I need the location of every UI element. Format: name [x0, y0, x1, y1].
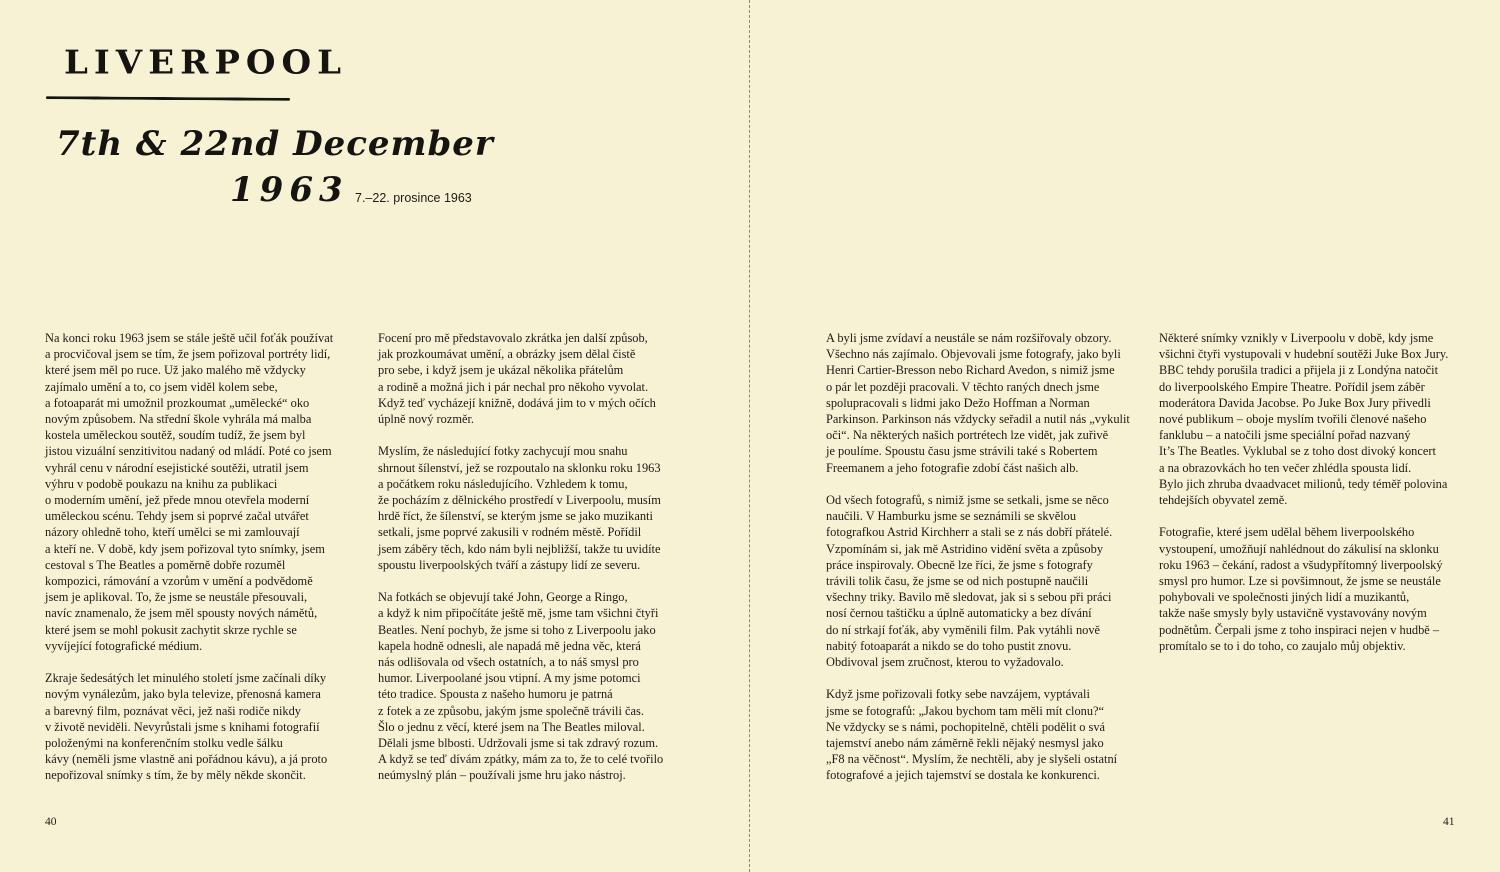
handwritten-year: 1963 [230, 170, 349, 210]
text-line: fotografkou Astrid Kirchherr a stali se z nás dobří přátelé. [826, 525, 1113, 540]
text-line: takže naše smysly byly ustavičně vystavovány novým [1159, 606, 1427, 621]
text-line: BBC tehdy porušila tradici a přijela ji z Londýna natočit [1159, 363, 1439, 378]
text-line: kapela hodně odnesli, ale napadá mě jedna věc, která [378, 638, 641, 653]
text-line: z fotek a ze způsobu, jakým jsme společně trávili čas. [378, 703, 644, 718]
text-line: novým způsobem. Na střední škole vyhrála má malba [45, 412, 312, 427]
text-line: je poulíme. Spoustu času jsme strávili také s Robertem [826, 444, 1098, 459]
text-line: Od všech fotografů, s nimiž jsme se setkali, jsme se něco [826, 493, 1109, 508]
text-line: zajímalo umění a to, co jsem viděl kolem sebe, [45, 379, 278, 394]
page-number-right: 41 [1443, 816, 1455, 828]
text-line: všechny triky. Bavilo mě sledovat, jak si s sebou při práci [826, 590, 1112, 605]
text-line: které jsem se mohl pokusit zachytit skrze rychle se [45, 622, 297, 637]
paragraph-gap [45, 654, 337, 670]
handwritten-date: 7th & 22nd December [56, 124, 494, 164]
paragraph-gap [378, 573, 670, 589]
text-line: a procvičoval jsem se tím, že jsem pořizoval portréty lidí, [45, 347, 331, 362]
text-line: kostela uměleckou soutěž, soudím tudíž, že jsem byl [45, 428, 306, 443]
text-line: jistou vizuální senzitivitou nadaný od mládí. Poté co jsem [45, 444, 332, 459]
text-line: novým vynálezům, jako byla televize, přenosná kamera [45, 687, 321, 702]
text-line: nepořizoval snímky s tím, že by měly někde skončit. [45, 768, 306, 783]
text-line: nabitý fotoaparát a nikdo se do toho pustit znovu. [826, 638, 1072, 653]
text-column-2 [378, 330, 670, 784]
text-line: které jsem měl po ruce. Už jako malého mě vždycky [45, 363, 306, 378]
text-line: Parkinson. Parkinson nás vždycky seřadil a nutil nás „vykulit [826, 412, 1130, 427]
text-line: kompozici, rámování a vzorům v umění a podvědomě [45, 574, 313, 589]
text-line: cestoval s The Beatles a poměrně dobře rozuměl [45, 557, 286, 572]
text-line: Obdivoval jsem zručnost, kterou to vyžadovalo. [826, 655, 1064, 670]
text-line: jsem je aplikoval. To, že jsme se neustále přesouvali, [45, 590, 308, 605]
text-line: Henri Cartier-Bresson nebo Richard Avedon, s nimiž jsme [826, 363, 1115, 378]
paragraph-gap [378, 427, 670, 443]
text-line: podnětům. Čerpali jsme z toho inspiraci nejen v hudbě – [1159, 622, 1440, 637]
text-line: o pár let později pracovali. V těchto raných dnech jsme [826, 379, 1100, 394]
paragraph-gap [826, 670, 1118, 686]
text-column-4 [1159, 330, 1451, 654]
text-line: Focení pro mě představovalo zkrátka jen další způsob, [378, 331, 648, 345]
text-line: Myslím, že následující fotky zachycují mou snahu [378, 444, 628, 459]
text-line: jsme se fotografů: „Jakou bychom tam měli mít clonu?“ [826, 703, 1105, 718]
text-line: názory ohledně toho, kteří umělci se mi zamlouvají [45, 525, 300, 540]
handwritten-underline [46, 96, 290, 101]
text-column-3 [826, 330, 1130, 784]
text-line: do ní strkají foťák, aby vyměnili film. Pak vytáhli nově [826, 622, 1101, 637]
text-line: Na konci roku 1963 jsem se stále ještě učil foťák používat [45, 331, 334, 345]
date-caption: 7.–22. prosince 1963 [355, 191, 472, 205]
text-line: Beatles. Není pochyb, že jsme si toho z Liverpoolu jako [378, 622, 656, 637]
text-line: jsem záběry těch, kdo nám byli nejbližší, takže tu uvidíte [378, 541, 661, 556]
text-line: spolupracovali s lidmi jako Dežo Hoffman a Norman [826, 395, 1090, 410]
text-line: promítalo se to i do toho, co zaujalo můj objektiv. [1159, 638, 1406, 653]
text-line: Bylo jich zhruba dvaadvacet milionů, tedy téměř polovina [1159, 476, 1448, 491]
text-line: Freemanem a jeho fotografie zdobí část našich alb. [826, 460, 1079, 475]
text-line: a rodině a možná jich i pár nechal pro někoho vyvolat. [378, 379, 649, 394]
text-line: Vzpomínám si, jak mě Astridino vidění světa a způsoby [826, 541, 1104, 556]
page-number-left: 40 [45, 816, 57, 828]
text-line: Fotografie, které jsem udělal během liverpoolského [1159, 525, 1415, 540]
text-line: naučili. V Hamburku jsme se seznámili se skvělou [826, 509, 1077, 524]
text-line: vyvíjející fotografické médium. [45, 638, 203, 653]
text-line: Zkraje šedesátých let minulého století jsme začínali díky [45, 671, 327, 686]
text-line: do liverpoolského Empire Theatre. Pořídil jsem záběr [1159, 379, 1425, 394]
text-line: nosí černou taštičku a úplně automaticky a bez dívání [826, 606, 1092, 621]
text-line: Všechno nás zajímalo. Objevovali jsme fotografy, jako byli [826, 347, 1121, 362]
text-line: kávy (neměli jsme vlastně ani pořádnou kávu), a já proto [45, 752, 328, 767]
text-line: vyhrál cenu v národní esejistické soutěži, utratil jsem [45, 460, 309, 475]
text-column-1 [45, 330, 337, 784]
text-line: moderátora Davida Jacobse. Po Juke Box Jury přivedli [1159, 395, 1431, 410]
text-line: Šlo o jednu z věcí, které jsem na The Beatles miloval. [378, 719, 645, 734]
page-gutter [749, 0, 750, 872]
text-line: úplně nový rozměr. [378, 412, 475, 427]
text-line: a kteří ne. V době, kdy jsem pořizoval tyto snímky, jsem [45, 541, 325, 556]
text-line: It’s The Beatles. Vyklubal se z toho dost divoký koncert [1159, 444, 1436, 459]
text-line: a na obrazovkách ho ten večer zhlédla spousta lidí. [1159, 460, 1412, 475]
handwritten-title: LIVERPOOL [64, 44, 348, 82]
text-line: nové publikum – oboje myslím tvořili členové našeho [1159, 412, 1427, 427]
text-line: pro sebe, i když jsem je ukázal několika přátelům [378, 363, 624, 378]
text-line: pohybovali ve společnosti jiných lidí a muzikantů, [1159, 590, 1410, 605]
text-line: Na fotkách se objevují také John, George a Ringo, [378, 590, 628, 605]
text-line: roku 1963 – čekání, radost a všudypřítomný liverpoolský [1159, 557, 1443, 572]
text-line: uměleckou scénu. Tehdy jsem si poprvé začal utvářet [45, 509, 309, 524]
text-line: oči“. Na některých našich portrétech lze vidět, jak zuřivě [826, 428, 1109, 443]
text-line: spoustu liverpoolských tváří a zástupy lidí ze severu. [378, 557, 641, 572]
text-line: jak prozkoumávat umění, a obrázky jsem dělal čistě [378, 347, 636, 362]
text-line: této tradice. Spousta z našeho humoru je patrná [378, 687, 613, 702]
text-line: „F8 na věčnost“. Myslím, že nechtěli, aby je slyšeli ostatní [826, 752, 1118, 767]
text-line: Když teď vycházejí knižně, dodává jim to v mých očích [378, 395, 656, 410]
text-line: Dělali jsme blbosti. Udržovali jsme si tak zdravý rozum. [378, 736, 659, 751]
text-line: neúmyslný plán – používali jsme hru jako nástroj. [378, 768, 626, 783]
paragraph-gap [1159, 508, 1451, 524]
text-line: A když se teď dívám zpátky, mám za to, že to celé tvořilo [378, 752, 664, 767]
text-line: práce inspirovaly. Obecně lze říci, že jsme s fotografy [826, 557, 1093, 572]
text-line: smysl pro humor. Lze si povšimnout, že jsme se neustále [1159, 574, 1441, 589]
text-line: vystoupení, umožňují nahlédnout do zákulisí na sklonku [1159, 541, 1439, 556]
text-line: a barevný film, poznávat věci, jež naši rodiče nikdy [45, 703, 301, 718]
text-line: trávili tolik času, že jsme se od nich postupně naučili [826, 574, 1089, 589]
text-line: položenými na konferenčním stolku vedle šálku [45, 736, 283, 751]
text-line: Některé snímky vznikly v Liverpoolu v době, kdy jsme [1159, 331, 1434, 345]
text-line: humor. Liverpoolané jsou vtipní. A my jsme potomci [378, 671, 641, 686]
text-line: a počátkem roku následujícího. Vzhledem k tomu, [378, 476, 628, 491]
text-line: fanklubu – a natočili jsme speciální pořad nazvaný [1159, 428, 1411, 443]
paragraph-gap [826, 476, 1118, 492]
text-line: a když k nim připočítáte ještě mě, jsme tam všichni čtyři [378, 606, 659, 621]
text-line: fotografové a jejich tajemství se dostala ke konkurenci. [826, 768, 1100, 783]
text-line: tehdejších obyvatel země. [1159, 493, 1288, 508]
text-line: Ne vždycky se s námi, pochopitelně, chtěli podělit o svá [826, 719, 1106, 734]
text-line: o moderním umění, jež přede mnou otevřela moderní [45, 493, 310, 508]
text-line: že pocházím z dělnického prostředí v Liverpoolu, musím [378, 493, 661, 508]
text-line: nás odlišovala od všech ostatních, a to náš smysl pro [378, 655, 639, 670]
text-line: a fotoaparát mi umožnil prozkoumat „umělecké“ oko [45, 395, 310, 410]
text-line: výhru v podobě poukazu na knihu za publikaci [45, 476, 278, 491]
text-line: setkali, jsme poprvé zakusili v rodném městě. Pořídil [378, 525, 642, 540]
text-line: v životě neviděli. Nevyrůstali jsme s knihami fotografií [45, 719, 320, 734]
text-line: Když jsme pořizovali fotky sebe navzájem, vyptávali [826, 687, 1090, 702]
text-line: tajemství anebo nám záměrně řekli nějaký nesmysl jako [826, 736, 1104, 751]
text-line: shrnout šílenství, jež se rozpoutalo na sklonku roku 1963 [378, 460, 661, 475]
text-line: A byli jsme zvídaví a neustále se nám rozšiřovaly obzory. [826, 331, 1112, 345]
text-line: všichni čtyři vystupovali v hudební soutěži Juke Box Jury. [1159, 347, 1449, 362]
text-line: navíc znamenalo, že jsem měl spousty nových námětů, [45, 606, 318, 621]
text-line: hrdě říct, že šílenství, se kterým jsme se jako muzikanti [378, 509, 653, 524]
